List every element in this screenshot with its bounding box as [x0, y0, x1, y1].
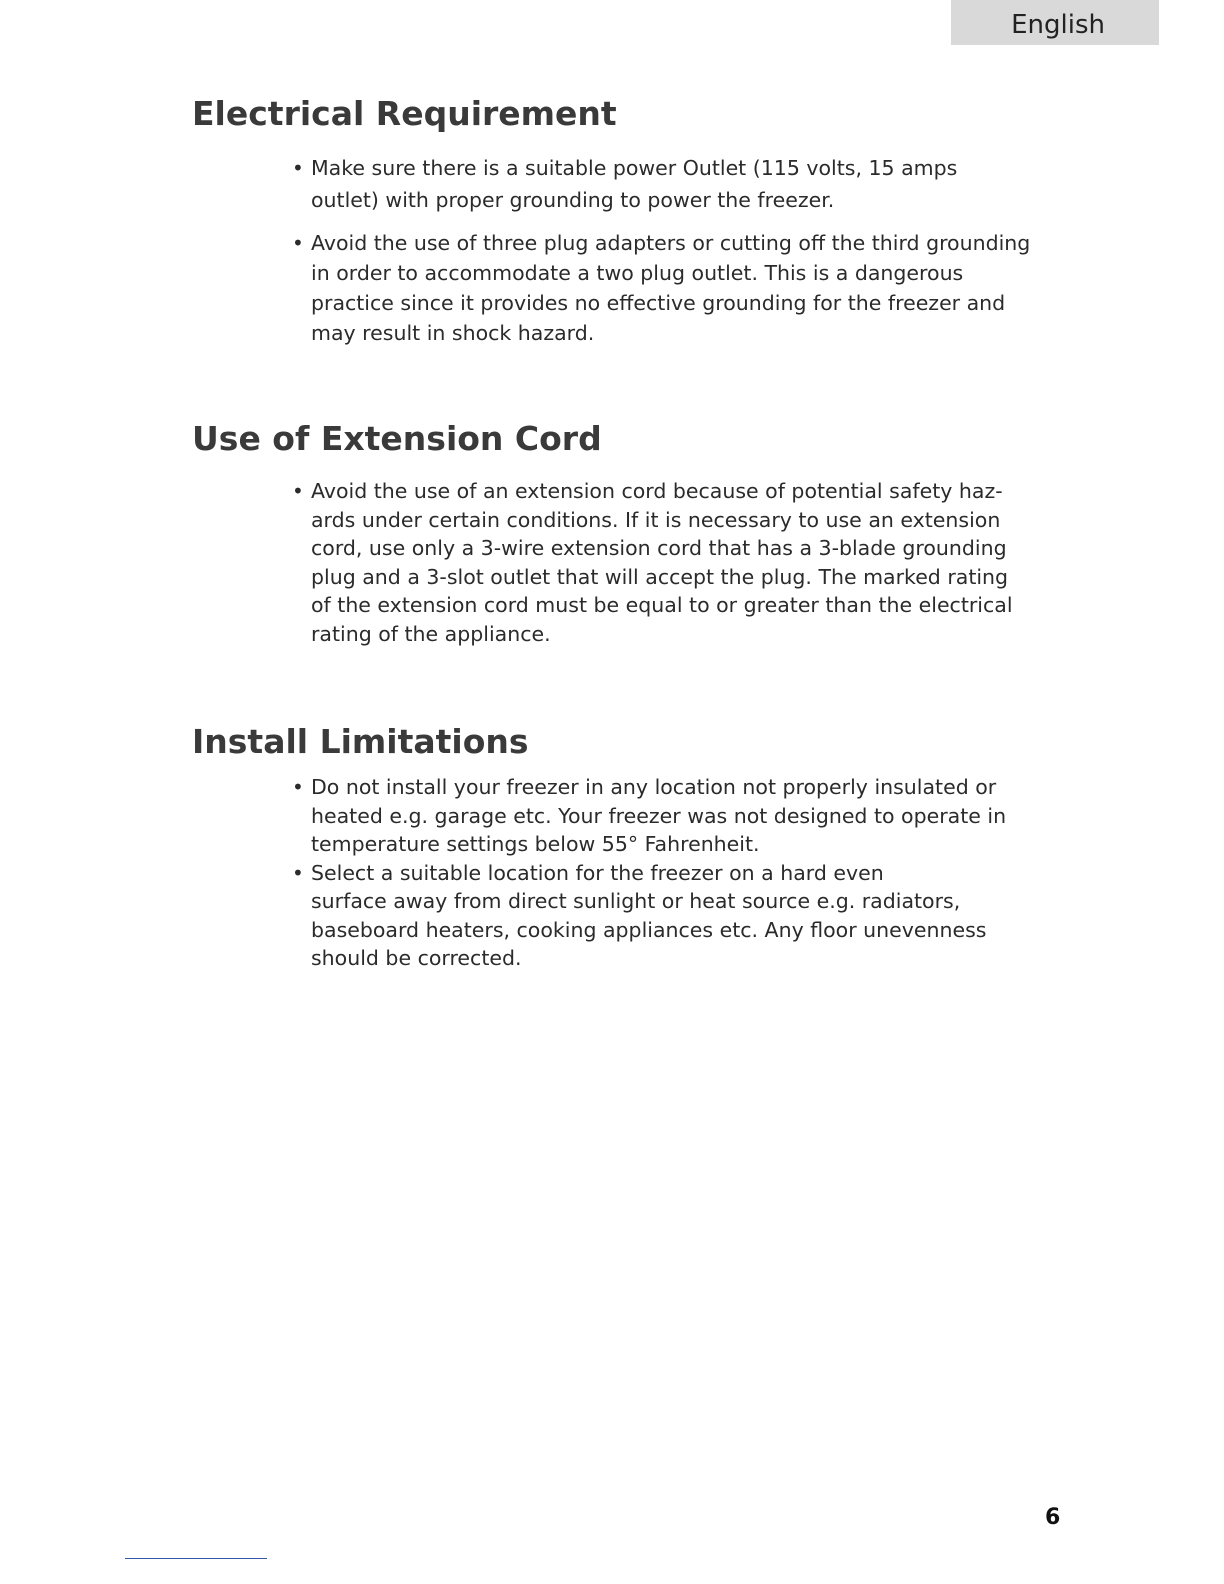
text-line: may result in shock hazard. — [311, 321, 595, 345]
text-line: baseboard heaters, cooking appliances etc. Any floor unevenness — [311, 917, 987, 942]
text-line: Do not install your freezer in any location not properly insulated or — [311, 775, 997, 799]
section-title: Use of Extension Cord — [192, 419, 602, 458]
text-line: in order to accommodate a two plug outlet. This is a dangerous — [311, 261, 964, 285]
text-line: outlet) with proper grounding to power the freezer. — [311, 188, 835, 212]
bullet-icon: • — [292, 860, 304, 885]
text-line: Avoid the use of three plug adapters or cutting off the third grounding — [311, 231, 1031, 255]
bullet-list — [292, 152, 1052, 348]
text-line: should be corrected. — [311, 946, 522, 970]
text-line: ards under certain conditions. If it is necessary to use an extension — [311, 507, 1001, 532]
footer-divider — [125, 1558, 267, 1559]
text-line: plug and a 3-slot outlet that will accept the plug. The marked rating — [311, 564, 1009, 589]
bullet-icon: • — [292, 156, 304, 180]
bullet-icon: • — [292, 231, 304, 255]
text-line: Select a suitable location for the freezer on a hard even — [311, 860, 884, 885]
text-line: rating of the appliance. — [311, 621, 551, 646]
text-line: Avoid the use of an extension cord because of potential safety haz- — [311, 479, 1003, 503]
page-number: 6 — [1045, 1505, 1061, 1530]
bullet-icon: • — [292, 479, 304, 503]
section-title: Electrical Requirement — [192, 94, 617, 133]
text-line: Make sure there is a suitable power Outlet (115 volts, 15 amps — [311, 156, 958, 180]
text-line: heated e.g. garage etc. Your freezer was not designed to operate in — [311, 803, 1007, 828]
section-title: Install Limitations — [192, 722, 529, 761]
text-line: practice since it provides no effective grounding for the freezer and — [311, 291, 1006, 315]
text-line: surface away from direct sunlight or heat source e.g. radiators, — [311, 889, 961, 913]
text-line: cord, use only a 3-wire extension cord that has a 3-blade grounding — [311, 536, 1007, 560]
list-item — [292, 152, 1052, 216]
list-item — [292, 228, 1052, 348]
bullet-list — [292, 773, 1052, 973]
language-tab: English — [951, 0, 1159, 45]
list-item — [292, 859, 1052, 973]
bullet-icon: • — [292, 775, 304, 799]
list-item — [292, 477, 1052, 648]
text-line: of the extension cord must be equal to or greater than the electrical — [311, 593, 1013, 617]
text-line: temperature settings below 55° Fahrenheit. — [311, 832, 760, 856]
list-item — [292, 773, 1052, 859]
bullet-list — [292, 477, 1052, 648]
